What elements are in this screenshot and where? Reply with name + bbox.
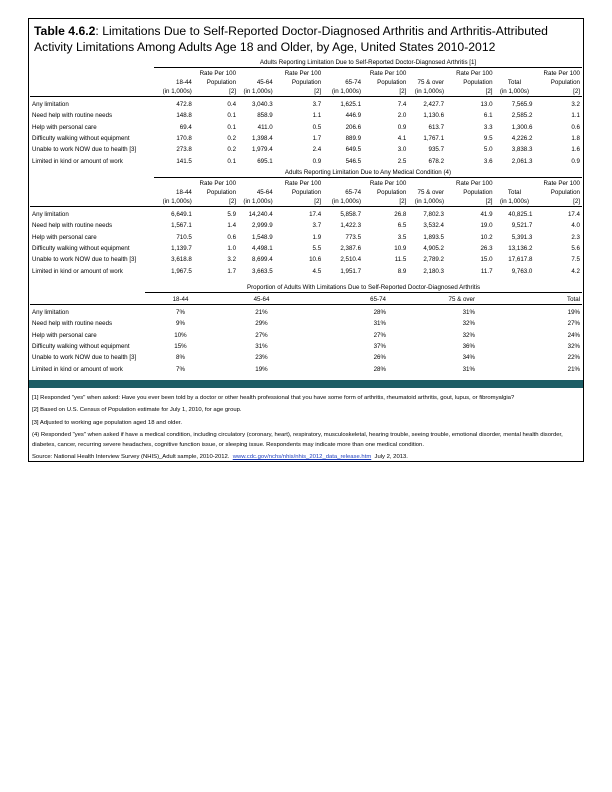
- rate-header-line: Rate Per 100: [369, 180, 407, 187]
- rate-header-line: Rate Per 100: [199, 70, 237, 77]
- source-date: July 2, 2013.: [374, 454, 408, 461]
- count-column-header: [323, 68, 363, 97]
- table-cell: 1.1: [571, 112, 580, 120]
- table-row: [30, 122, 582, 133]
- table-cell: 5,858.7: [340, 211, 362, 219]
- table-cell: 3.7: [312, 101, 322, 109]
- table-cell: 411.0: [257, 123, 273, 131]
- table-cell: 1.6: [571, 146, 580, 154]
- table-cell: 2.4: [312, 146, 322, 154]
- section-title-row: [30, 282, 582, 293]
- table-cell: 22%: [567, 354, 581, 362]
- table-cell: 2.3: [571, 233, 580, 241]
- table-cell: 37%: [373, 343, 386, 351]
- age-group-label: Total: [507, 189, 521, 196]
- count-column-header: [154, 68, 194, 97]
- source-text: Source: National Health Interview Survey (NHIS)_Adult sample, 2010-2012.: [32, 454, 230, 461]
- column-header-row: [30, 293, 582, 305]
- rate-header-line: Population: [377, 79, 407, 86]
- rate-header-line: Population: [206, 79, 237, 86]
- table-cell: 0.9: [571, 157, 580, 165]
- footnote-3: [3] Adjusted to working age population aged 18 and older.: [32, 419, 182, 426]
- rate-header-line: Population: [550, 189, 580, 196]
- table-cell: 3,040.3: [252, 101, 273, 109]
- age-group-header: Total: [477, 293, 582, 305]
- table-cell: 1,893.5: [423, 233, 445, 241]
- count-column-header: [154, 178, 194, 207]
- table-cell: 31%: [255, 343, 268, 351]
- rate-header-line: [2]: [573, 198, 580, 205]
- table-cell: 1,951.7: [340, 267, 362, 275]
- table-cell: 1,967.5: [171, 267, 192, 275]
- table-cell: 5.6: [571, 245, 580, 253]
- row-label: Unable to work NOW due to health [3]: [32, 354, 137, 362]
- rate-header-line: [2]: [485, 88, 493, 95]
- rate-column-header: [446, 178, 495, 207]
- table-cell: 935.7: [428, 146, 445, 154]
- source-note: [32, 453, 580, 463]
- unit-label: (in 1,000s): [499, 88, 530, 95]
- table-cell: 19%: [567, 309, 581, 317]
- rate-header-line: [2]: [399, 198, 407, 205]
- table-cell: 2.0: [397, 112, 407, 120]
- row-label: Difficulty walking without equipment: [32, 135, 130, 143]
- rate-header-line: [2]: [229, 198, 237, 205]
- table-cell: 1.0: [227, 245, 237, 253]
- table-cell: 206.6: [345, 123, 362, 131]
- rate-header-line: Rate Per 100: [456, 180, 493, 187]
- table-cell: 1,567.1: [171, 222, 192, 230]
- row-label: Limited in kind or amount of work: [32, 267, 123, 275]
- unit-label: (in 1,000s): [243, 198, 273, 205]
- age-group-label: 18-44: [176, 189, 192, 196]
- section-title-row: [30, 57, 582, 68]
- table-cell: 4,498.1: [252, 245, 273, 253]
- age-group-label: Total: [507, 79, 521, 86]
- table-row: [30, 330, 582, 341]
- table-cell: 3.2: [227, 256, 237, 264]
- rate-header-line: Population: [463, 79, 493, 86]
- table-cell: 5,391.3: [511, 233, 533, 241]
- row-label: Unable to work NOW due to health [3]: [32, 146, 137, 154]
- table-cell: 1,979.4: [252, 146, 273, 154]
- age-group-label: 65-74: [345, 189, 362, 196]
- table-cell: 2,427.7: [423, 101, 445, 109]
- rate-column-header: [194, 178, 238, 207]
- table-cell: 446.9: [345, 112, 362, 120]
- age-group-label: 75 & over: [417, 189, 445, 196]
- table-cell: 4,905.2: [423, 245, 445, 253]
- rate-header-line: Population: [291, 189, 322, 196]
- table-cell: 26.8: [394, 211, 407, 219]
- table-cell: 3.2: [571, 101, 580, 109]
- unit-label: (in 1,000s): [162, 198, 192, 205]
- table-cell: 13.0: [480, 101, 493, 109]
- table-cell: 4.5: [312, 267, 322, 275]
- unit-label: (in 1,000s): [331, 88, 362, 95]
- table-cell: 0.9: [397, 123, 407, 131]
- row-label: Any limitation: [32, 309, 69, 317]
- table-cell: 472.8: [176, 101, 192, 109]
- table-cell: 0.5: [312, 123, 322, 131]
- table-cell: 21%: [567, 365, 581, 373]
- row-label: Unable to work NOW due to health [3]: [32, 256, 137, 264]
- table-cell: 26%: [373, 354, 386, 362]
- table-cell: 1.8: [571, 135, 580, 143]
- table-cell: 19.0: [480, 222, 493, 230]
- table-cell: 170.8: [176, 135, 192, 143]
- table-row: [30, 363, 582, 374]
- footnote-2: [2] Based on U.S. Census of Population estimate for July 1, 2010, for age group.: [32, 407, 242, 414]
- row-label: Help with personal care: [32, 331, 97, 339]
- count-column-header: [238, 178, 275, 207]
- table-cell: 10.6: [309, 256, 322, 264]
- table-cell: 6.1: [483, 112, 493, 120]
- rate-header-line: [2]: [485, 198, 493, 205]
- rate-header-line: Rate Per 100: [543, 180, 580, 187]
- table-cell: 3.7: [312, 222, 322, 230]
- count-column-header: [495, 68, 535, 97]
- rate-header-line: Rate Per 100: [456, 70, 493, 77]
- table-cell: 19%: [255, 365, 268, 373]
- table-row: [30, 243, 582, 254]
- table-cell: 4.0: [571, 222, 580, 230]
- table-cell: 8,699.4: [252, 256, 273, 264]
- table-cell: 2.5: [397, 157, 407, 165]
- rate-column-header: [363, 68, 408, 97]
- table-cell: 1,548.9: [252, 233, 273, 241]
- rate-header-line: [2]: [573, 88, 580, 95]
- section-title: Adults Reporting Limitation Due to Self-Reported Doctor-Diagnosed Arthritis [1]: [154, 57, 582, 68]
- table-cell: 7,802.3: [423, 211, 445, 219]
- table-cell: 273.8: [176, 146, 192, 154]
- source-link[interactable]: www.cdc.gov/nchs/nhis/nhis_2012_data_release.htm: [232, 454, 372, 461]
- table-cell: 9,763.0: [511, 267, 533, 275]
- age-group-label: 18-44: [176, 79, 192, 86]
- table-cell: 31%: [373, 320, 386, 328]
- age-group-header: 75 & over: [388, 293, 477, 305]
- rate-column-header: [194, 68, 238, 97]
- table-number: Table 4.6.2: [34, 24, 96, 38]
- table-cell: 8.9: [397, 267, 407, 275]
- table-cell: 31%: [462, 365, 475, 373]
- row-label: Difficulty walking without equipment: [32, 245, 130, 253]
- table-row: [30, 110, 582, 121]
- table-cell: 0.1: [227, 112, 237, 120]
- unit-label: (in 1,000s): [162, 88, 192, 95]
- rate-header-line: Population: [550, 79, 580, 86]
- table-row: [30, 265, 582, 276]
- table-cell: 1.7: [312, 135, 322, 143]
- table-cell: 3,663.5: [252, 267, 273, 275]
- table-cell: 32%: [462, 331, 475, 339]
- rate-column-header: [446, 68, 495, 97]
- table-cell: 613.7: [428, 123, 445, 131]
- table-cell: 36%: [462, 343, 475, 351]
- table-cell: 0.1: [227, 157, 237, 165]
- table-cell: 32%: [462, 320, 475, 328]
- rate-header-line: Rate Per 100: [199, 180, 237, 187]
- rate-header-line: Rate Per 100: [369, 70, 407, 77]
- table-cell: 7%: [176, 309, 185, 317]
- table-row: [30, 207, 582, 221]
- table-cell: 1,300.6: [511, 123, 533, 131]
- table-cell: 3.3: [483, 123, 493, 131]
- table-row: [30, 318, 582, 329]
- table-cell: 6,649.1: [171, 211, 192, 219]
- age-group-label: 45-64: [256, 79, 273, 86]
- rate-header-line: [2]: [314, 88, 322, 95]
- table-cell: 858.9: [257, 112, 273, 120]
- table-cell: 2,387.6: [340, 245, 362, 253]
- section-title-row: [30, 167, 582, 178]
- table-cell: 2,585.2: [511, 112, 533, 120]
- table-cell: 31%: [462, 309, 475, 317]
- table-cell: 10.2: [480, 233, 493, 241]
- table-cell: 7%: [176, 365, 185, 373]
- count-column-header: [408, 68, 446, 97]
- rate-column-header: [275, 178, 324, 207]
- table-cell: 7.4: [397, 101, 407, 109]
- table-row: [30, 305, 582, 319]
- table-cell: 710.5: [176, 233, 192, 241]
- row-label: Limited in kind or amount of work: [32, 157, 123, 165]
- row-label: Need help with routine needs: [32, 320, 113, 328]
- row-label: Difficulty walking without equipment: [32, 343, 130, 351]
- table-cell: 0.2: [227, 146, 237, 154]
- unit-label: (in 1,000s): [331, 198, 362, 205]
- column-header-row: [30, 178, 582, 207]
- table-cell: 7,565.9: [511, 101, 533, 109]
- table-row: [30, 254, 582, 265]
- table-cell: 649.5: [345, 146, 362, 154]
- table-cell: 2,999.9: [252, 222, 273, 230]
- table-cell: 3.6: [483, 157, 493, 165]
- table-cell: 773.5: [345, 233, 362, 241]
- unit-label: (in 1,000s): [499, 198, 530, 205]
- table-cell: 17,617.8: [508, 256, 533, 264]
- table-cell: 27%: [255, 331, 268, 339]
- table-cell: 1.7: [227, 267, 237, 275]
- table-cell: 1,767.1: [423, 135, 445, 143]
- age-group-header: 18-44: [145, 293, 216, 305]
- section-title: Adults Reporting Limitation Due to Any Medical Condition (4): [154, 167, 582, 178]
- table-row: [30, 232, 582, 243]
- table-cell: 678.2: [428, 157, 445, 165]
- table-cell: 3,838.3: [511, 146, 533, 154]
- rate-header-line: [2]: [229, 88, 237, 95]
- footnote-1: [1] Responded "yes" when asked: Have you ever been told by a doctor or other health professional that you have some form of arthritis, rheumatoid arthritis, gout, lupus, or fibromyalgia?: [32, 395, 515, 401]
- proportion-table: [30, 282, 582, 375]
- section-title: Proportion of Adults With Limitations Due to Self-Reported Doctor-Diagnosed Arthritis: [145, 282, 582, 293]
- section-divider-bar: [29, 380, 583, 388]
- table-cell: 3,532.4: [423, 222, 445, 230]
- table-cell: 11.7: [480, 267, 493, 275]
- table-cell: 1,139.7: [171, 245, 192, 253]
- medical-condition-limitation-table: [30, 167, 582, 277]
- table-cell: 3.0: [397, 146, 407, 154]
- rate-header-line: Population: [206, 189, 237, 196]
- table-cell: 3,618.8: [171, 256, 192, 264]
- table-cell: 5.5: [312, 245, 322, 253]
- table-cell: 6.5: [397, 222, 407, 230]
- count-column-header: [323, 178, 363, 207]
- table-row: [30, 352, 582, 363]
- table-cell: 17.4: [309, 211, 322, 219]
- table-row: [30, 220, 582, 231]
- unit-label: (in 1,000s): [414, 88, 445, 95]
- table-cell: 17.4: [567, 211, 580, 219]
- arthritis-limitation-table: [30, 57, 582, 167]
- rate-header-line: Population: [377, 189, 407, 196]
- table-cell: 23%: [255, 354, 268, 362]
- unit-label: (in 1,000s): [414, 198, 445, 205]
- rate-header-line: Rate Per 100: [284, 70, 322, 77]
- table-cell: 2,789.2: [423, 256, 445, 264]
- count-column-header: [238, 68, 275, 97]
- table-row: [30, 133, 582, 144]
- age-group-label: 45-64: [256, 189, 273, 196]
- table-cell: 1,422.3: [340, 222, 362, 230]
- table-cell: 4.2: [571, 267, 580, 275]
- count-column-header: [495, 178, 535, 207]
- footnote-4: (4) Responded "yes" when asked if have a medical condition, including circulatory (coronary, heart), respiratory, musculoskeletal, hearing trouble, seeing trouble, emotional disorder, mental health disorder, diabetes, cancer, recurring severe headaches, cognitive function issue, or sleeping issue. Respondents may indicate more than one medical condition.: [32, 432, 563, 448]
- table-row: [30, 97, 582, 111]
- table-cell: 5.0: [483, 146, 493, 154]
- table-cell: 29%: [255, 320, 268, 328]
- table-cell: 695.1: [257, 157, 273, 165]
- table-cell: 1.9: [312, 233, 322, 241]
- table-cell: 14,240.4: [248, 211, 273, 219]
- table-cell: 28%: [373, 365, 386, 373]
- table-cell: 10%: [174, 331, 187, 339]
- table-cell: 32%: [567, 343, 581, 351]
- row-label: Any limitation: [32, 211, 69, 219]
- rate-header-line: Rate Per 100: [543, 70, 580, 77]
- age-group-label: 75 & over: [417, 79, 445, 86]
- table-cell: 34%: [462, 354, 475, 362]
- table-cell: 21%: [255, 309, 268, 317]
- table-cell: 141.5: [176, 157, 192, 165]
- table-title-text: : Limitations Due to Self-Reported Doctor-Diagnosed Arthritis and Arthritis-Attributed Activity Limitations Among Adults Age 18 and Older, by Age, United States 2010-2012: [34, 24, 548, 54]
- row-label: Limited in kind or amount of work: [32, 365, 123, 373]
- table-cell: 546.5: [345, 157, 362, 165]
- table-cell: 0.4: [227, 101, 237, 109]
- table-cell: 0.1: [227, 123, 237, 131]
- rate-header-line: Population: [291, 79, 322, 86]
- table-cell: 3.5: [397, 233, 407, 241]
- rate-column-header: [534, 178, 582, 207]
- table-cell: 4,226.2: [511, 135, 533, 143]
- rate-header-line: [2]: [314, 198, 322, 205]
- table-cell: 1,625.1: [340, 101, 362, 109]
- row-label: Help with personal care: [32, 123, 97, 131]
- table-cell: 7.5: [571, 256, 580, 264]
- table-row: [30, 144, 582, 155]
- table-cell: 2,061.3: [511, 157, 533, 165]
- table-cell: 41.9: [480, 211, 493, 219]
- row-label: Need help with routine needs: [32, 112, 113, 120]
- rate-column-header: [275, 68, 324, 97]
- row-label: Help with personal care: [32, 233, 97, 241]
- rate-header-line: Population: [463, 189, 493, 196]
- table-cell: 1,130.6: [423, 112, 445, 120]
- table-title: [34, 24, 582, 55]
- table-cell: 0.2: [227, 135, 237, 143]
- table-cell: 69.4: [179, 123, 192, 131]
- table-cell: 27%: [373, 331, 386, 339]
- age-group-label: 65-74: [345, 79, 362, 86]
- rate-column-header: [363, 178, 408, 207]
- row-label: Any limitation: [32, 101, 69, 109]
- table-cell: 889.9: [345, 135, 362, 143]
- table-cell: 27%: [567, 320, 581, 328]
- column-header-row: [30, 68, 582, 97]
- table-row: [30, 155, 582, 166]
- table-cell: 10.9: [394, 245, 407, 253]
- table-cell: 2,180.3: [423, 267, 445, 275]
- table-cell: 9,521.7: [511, 222, 533, 230]
- table-row: [30, 341, 582, 352]
- table-cell: 11.5: [394, 256, 407, 264]
- table-cell: 1.1: [312, 112, 322, 120]
- table-cell: 0.9: [312, 157, 322, 165]
- table-cell: 28%: [373, 309, 386, 317]
- table-cell: 8%: [176, 354, 185, 362]
- table-cell: 15%: [174, 343, 187, 351]
- table-cell: 0.6: [571, 123, 580, 131]
- table-cell: 15.0: [480, 256, 493, 264]
- age-group-header: 45-64: [216, 293, 307, 305]
- table-cell: 9%: [176, 320, 185, 328]
- rate-header-line: Rate Per 100: [284, 180, 322, 187]
- footnotes: [32, 394, 580, 466]
- table-cell: 1,398.4: [252, 135, 273, 143]
- unit-label: (in 1,000s): [243, 88, 273, 95]
- table-cell: 5.9: [227, 211, 237, 219]
- row-label: Need help with routine needs: [32, 222, 113, 230]
- rate-column-header: [534, 68, 582, 97]
- table-cell: 40,825.1: [508, 211, 533, 219]
- table-cell: 1.4: [227, 222, 237, 230]
- count-column-header: [408, 178, 446, 207]
- table-cell: 0.6: [227, 233, 237, 241]
- table-cell: 24%: [567, 331, 581, 339]
- table-cell: 13,136.2: [508, 245, 533, 253]
- table-cell: 2,510.4: [340, 256, 362, 264]
- table-cell: 26.3: [480, 245, 493, 253]
- age-group-header: 65-74: [307, 293, 388, 305]
- table-cell: 4.1: [397, 135, 407, 143]
- rate-header-line: [2]: [399, 88, 407, 95]
- table-cell: 148.8: [176, 112, 192, 120]
- table-cell: 9.5: [483, 135, 493, 143]
